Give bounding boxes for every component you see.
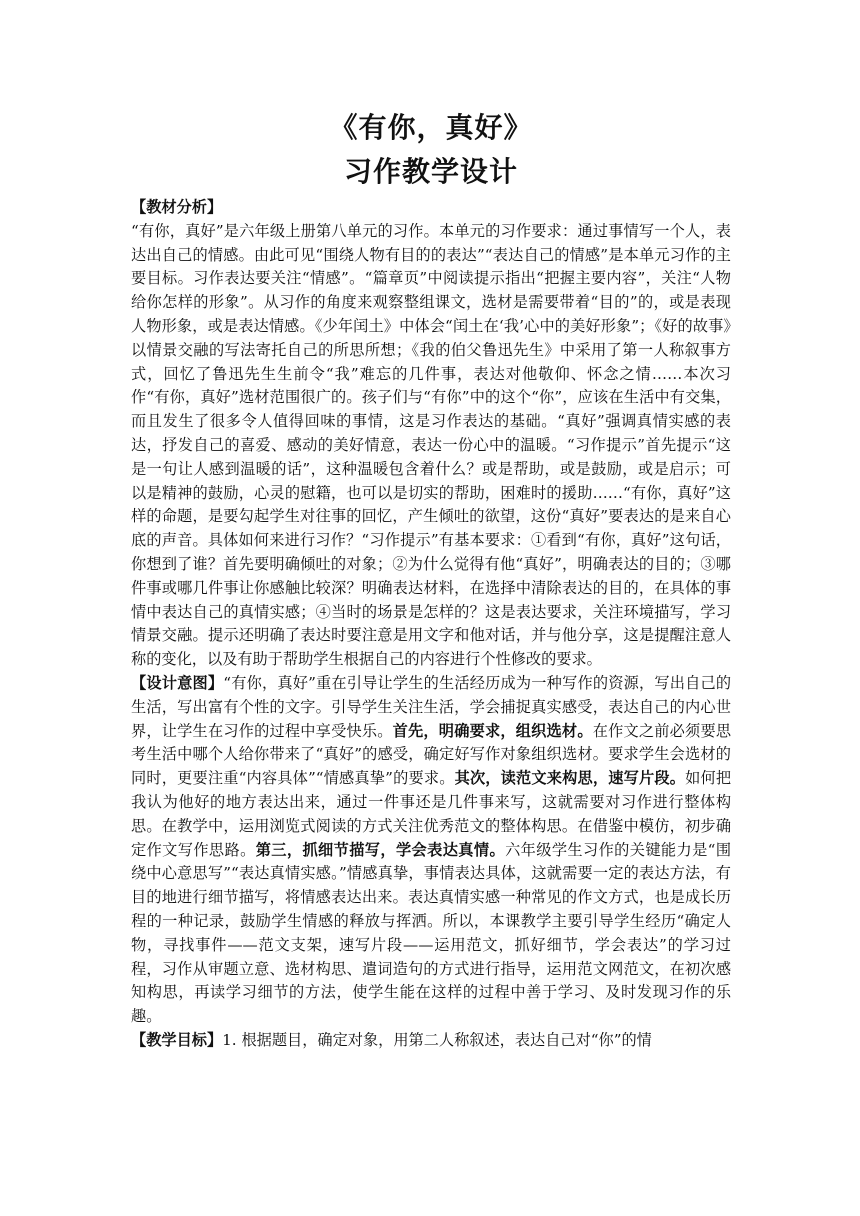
design-intent-text-d: 六年级学生习作的关键能力是“围绕中心意思写”“表达真情实感。”情感真挚，事情表达具体，这就需要一定的表达方法，有目的地进行细节描写，将情感表达出来。表达真情实感一种常见的作文方式，也是成长历程的一种记录，鼓励学生情感的释放与挥洒。所以，本课教学主要引导学生经历“确定人物，寻找事件——范文支架，速写片段——运用范文，抓好细节，学会表达”的学习过程，习作从审题立意、选材构思、遣词造句的方式进行指导，运用范文网范文，在初次感知构思，再读学习细节的方法，使学生能在这样的过程中善于学习、及时发现习作的乐趣。: [131, 840, 732, 1026]
design-intent-text-a: “有你，真好”重在引导让学生的生活经历成为一种写作的资源，写出自己的生活，写出富有个性的文字。引导学生关注生活，学会捕捉真实感受，表达自己的内心世界，让学生在习作的过程中享受快乐。: [131, 673, 732, 740]
section-teaching-goals: [131, 1029, 731, 1053]
section-heading-design-intent: 【设计意图】: [131, 673, 224, 692]
design-intent-bold-1: 首先，明确要求，组织选材。: [392, 721, 593, 740]
section-heading-teaching-goals: 【教学目标】: [131, 1030, 223, 1049]
document-page: [131, 108, 731, 1053]
design-intent-text-c: 如何把我认为他好的地方表达出来，通过一件事还是几件事来写，这就需要对习作进行整体构思。在教学中，运用浏览式阅读的方式关注优秀范文的整体构思。在借鉴中模仿，初步确定作文写作思路。: [131, 769, 732, 859]
section-body-textbook-analysis: “有你，真好”是六年级上册第八单元的习作。本单元的习作要求：通过事情写一个人，表达出自己的情感。由此可见“围绕人物有目的的表达”“表达自己的情感”是本单元习作的主要目标。习作表达要关注“情感”。“篇章页”中阅读提示指出“把握主要内容”，关注“人物给你怎样的形象”。从习作的角度来观察整组课文，选材是需要带着“目的”的，或是表现人物形象，或是表达情感。《少年闰土》中体会“闰土在‘我’心中的美好形象”；《好的故事》以情景交融的写法寄托自己的所思所想；《我的伯父鲁迅先生》中采用了第一人称叙事方式，回忆了鲁迅先生生前令“我”难忘的几件事，表达对他敬仰、怀念之情……本次习作“有你，真好”选材范围很广的。孩子们与“有你”中的这个“你”，应该在生活中有交集，而且发生了很多令人值得回味的事情，这是习作表达的基础。“真好”强调真情实感的表达，抒发自己的喜爱、感动的美好情意，表达一份心中的温暖。“习作提示”首先提示“这是一句让人感到温暖的话”，这种温暖包含着什么？或是帮助，或是鼓励，或是启示；可以是精神的鼓励，心灵的慰籍，也可以是切实的帮助，困难时的援助……“有你，真好”这样的命题，是要勾起学生对往事的回忆，产生倾吐的欲望，这份“真好”要表达的是来自心底的声音。具体如何来进行习作？“习作提示”有基本要求：①看到“有你，真好”这句话，你想到了谁？首先要明确倾吐的对象；②为什么觉得有他“真好”，明确表达的目的；③哪件事或哪几件事让你感触比较深？明确表达材料，在选择中清除表达的目的，在具体的事情中表达自己的真情实感；④当时的场景是怎样的？这是表达要求，关注环境描写，学习情景交融。提示还明确了表达时要注意是用文字和他对话，并与他分享，这是提醒注意人称的变化，以及有助于帮助学生根据自己的内容进行个性修改的要求。: [131, 221, 731, 669]
design-intent-bold-2: 其次，读范文来构思，速写片段。: [454, 769, 686, 788]
design-intent-text-b: 在作文之前必须要思考生活中哪个人给你带来了“真好”的感受，确定好写作对象组织选材。要求学生会选材的同时，更要注重“内容具体”“情感真挚”的要求。: [131, 721, 732, 788]
document-subtitle: 习作教学设计: [343, 155, 518, 188]
section-heading-textbook-analysis: 【教材分析】: [131, 198, 223, 216]
design-intent-bold-3: 第三，抓细节描写，学会表达真情。: [255, 840, 506, 859]
section-design-intent: [131, 672, 731, 1029]
teaching-goals-text: 1. 根据题目，确定对象，用第二人称叙述，表达自己对“你”的情: [222, 1030, 652, 1049]
document-title: 《有你，真好》: [329, 111, 533, 144]
section-textbook-analysis: [131, 196, 731, 672]
